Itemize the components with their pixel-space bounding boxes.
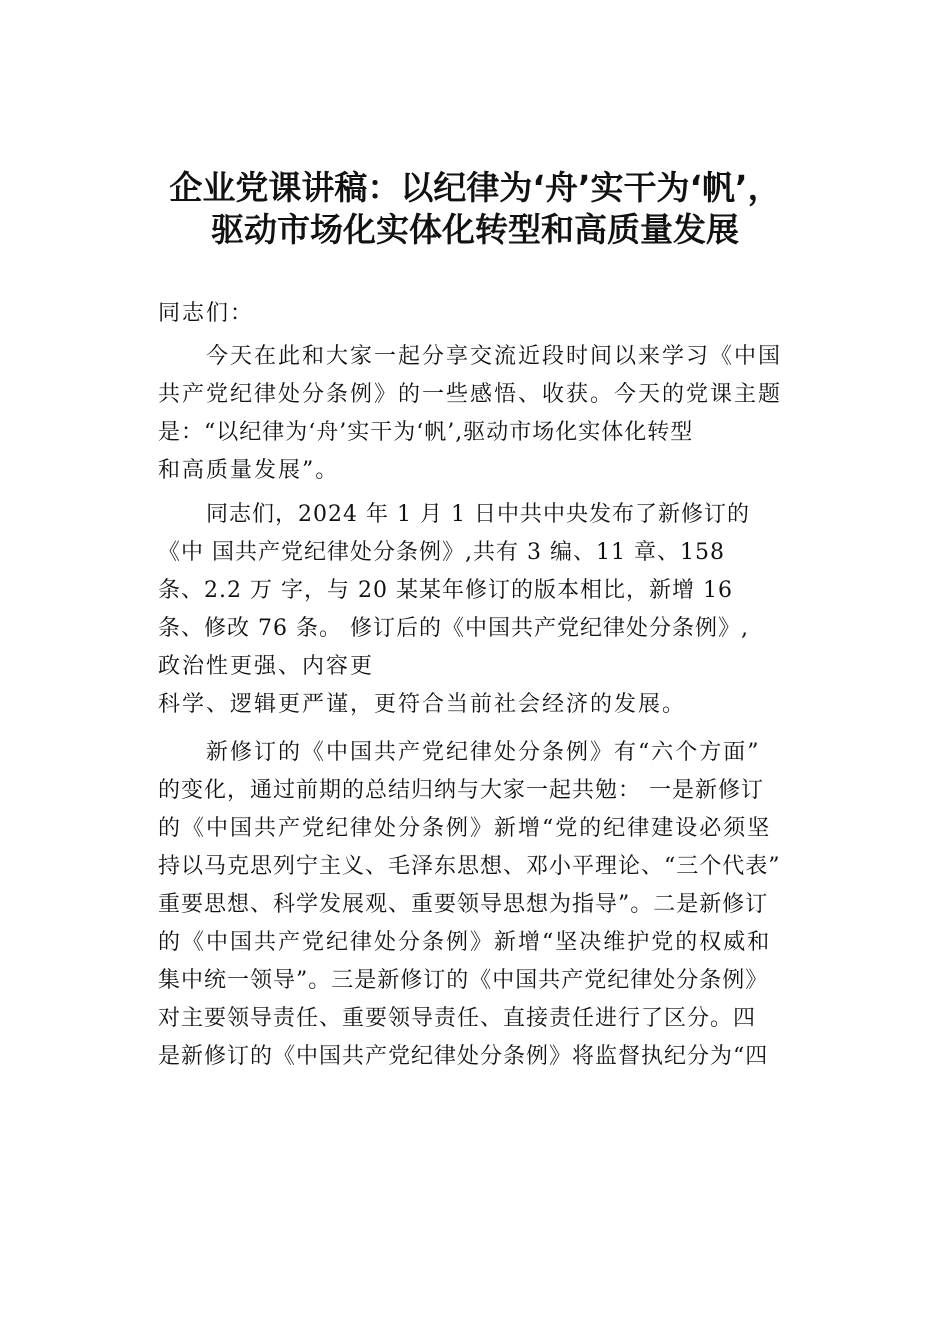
greeting: 同志们： [158, 301, 255, 326]
paragraph-line: 持以马克思列宁主义、毛泽东思想、邓小平理论、“三个代表” [158, 854, 781, 879]
paragraph-line: 的《中国共产党纪律处分条例》新增“党的纪律建设必须坚 [158, 816, 772, 841]
paragraph-line: 条、2.2 万 字，与 20 某某年修订的版本相比，新增 16 [158, 578, 733, 603]
paragraph-line: 是新修订的《中国共产党纪律处分条例》将监督执纪分为“四 [158, 1044, 769, 1069]
paragraph-line: 政治性更强、内容更 [158, 654, 375, 679]
paragraph-line: 集中统一领导”。三是新修订的《中国共产党纪律处分条例》 [158, 968, 769, 993]
paragraph-line: 和高质量发展”。 [158, 458, 340, 483]
paragraph-line: 的《中国共产党纪律处分条例》新增“坚决维护党的权威和 [158, 930, 772, 955]
paragraph-line: 《中 国共产党纪律处分条例》,共有 3 编、11 章、158 [158, 540, 725, 565]
paragraph-2 [158, 496, 838, 724]
paragraph-line: 今天在此和大家一起分享交流近段时间以来学习《中国 [206, 344, 783, 369]
paragraph-line: 重要思想、科学发展观、重要领导思想为指导”。二是新修订 [158, 892, 769, 917]
document-title-line-1: 企业党课讲稿：以纪律为‘舟’实干为‘帆’， [169, 168, 781, 207]
paragraph-line: 对主要领导责任、重要领导责任、直接责任进行了区分。四 [158, 1006, 757, 1031]
paragraph-line: 新修订的《中国共产党纪律处分条例》有“六个方面” [206, 740, 761, 765]
paragraph-line: 同志们，2024 年 1 月 1 日中共中央发布了新修订的 [206, 502, 750, 527]
paragraph-line: 是：“以纪律为‘舟’实干为‘帆’,驱动市场化实体化转型 [158, 420, 694, 445]
paragraph-line: 的变化，通过前期的总结归纳与大家一起共勉： 一是新修订 [158, 778, 764, 803]
paragraph-3 [158, 734, 838, 1076]
paragraph-line: 条、修改 76 条。 修订后的《中国共产党纪律处分条例》, [158, 616, 749, 641]
paragraph-line: 科学、逻辑更严谨，更符合当前社会经济的发展。 [158, 692, 687, 717]
paragraph-line: 共产党纪律处分条例》的一些感悟、收获。今天的党课主题 [158, 382, 783, 407]
document-title-line-2: 驱动市场化实体化转型和高质量发展 [211, 210, 739, 249]
paragraph-1 [158, 338, 838, 490]
